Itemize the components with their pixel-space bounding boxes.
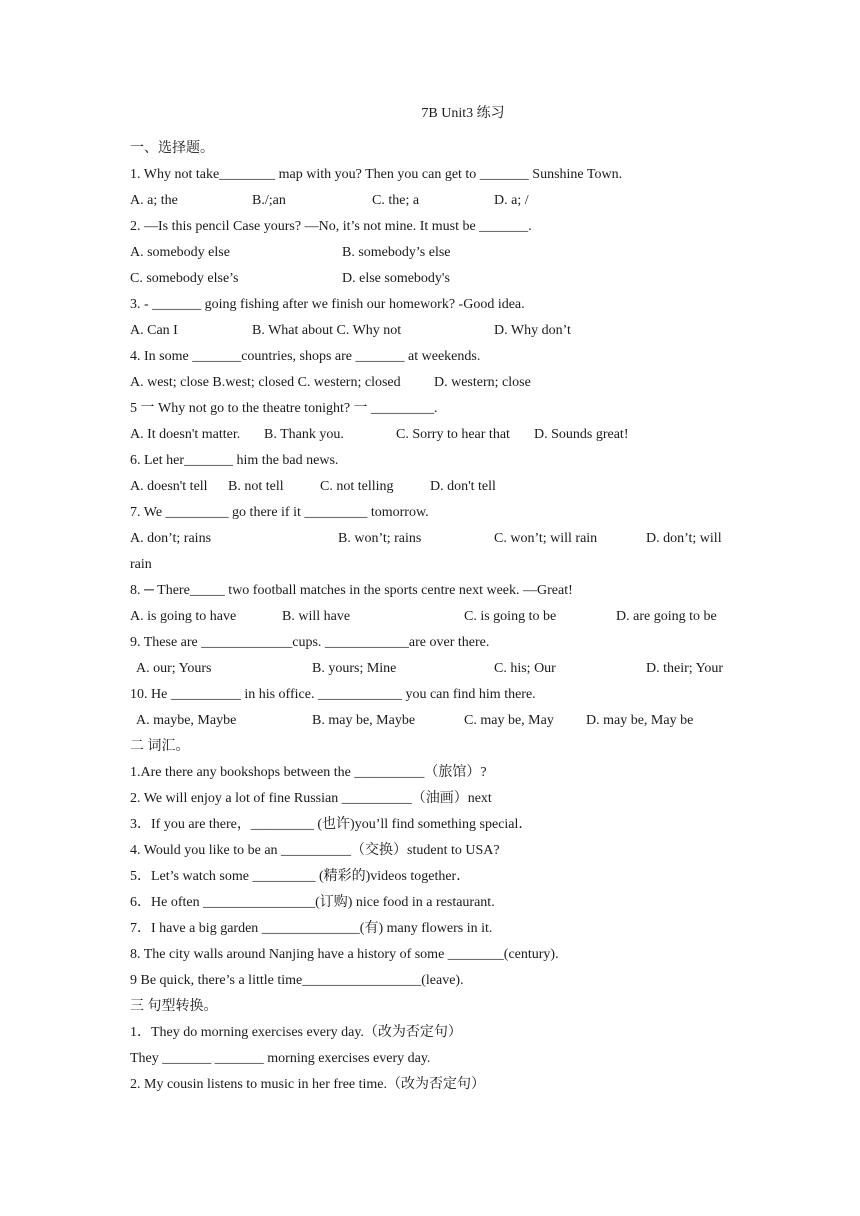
option-a-b-c: A. west; close B.west; closed C. western; closed	[130, 375, 401, 390]
option-a: A. don’t; rains	[130, 531, 212, 546]
worksheet-body	[130, 138, 740, 1100]
vocab-item: 4. Would you like to be an __________（交换）student to USA?	[130, 843, 500, 858]
option-b: B. yours; Mine	[312, 661, 397, 676]
option-d: D. don’t; will	[646, 531, 722, 546]
question-4-options	[130, 372, 740, 398]
question-7-option-d-continued: rain	[130, 557, 152, 572]
vocab-item: 3．If you are there，_________ (也许)you’ll find something special．	[130, 817, 533, 832]
option-d: D. western; close	[434, 375, 531, 390]
option-a: A. It doesn't matter.	[130, 427, 241, 442]
option-a: A. our; Yours	[136, 661, 212, 676]
question-5-options	[130, 424, 740, 450]
option-c: C. not telling	[320, 479, 394, 494]
transform-item: They _______ _______ morning exercises every day.	[130, 1051, 431, 1066]
option-a: A. maybe, Maybe	[136, 713, 237, 728]
question-3: 3. - _______ going fishing after we finish our homework? -Good idea.	[130, 297, 525, 312]
question-6-options	[130, 476, 740, 502]
question-10-options	[130, 710, 740, 736]
question-2-options-row-2	[130, 268, 740, 294]
vocab-item: 7．I have a big garden ______________(有) many flowers in it.	[130, 921, 493, 936]
option-b: B. may be, Maybe	[312, 713, 416, 728]
question-2-options-row-1	[130, 242, 740, 268]
option-c: C. won’t; will rain	[494, 531, 598, 546]
option-d: D. don't tell	[430, 479, 496, 494]
option-a: A. somebody else	[130, 245, 230, 260]
vocab-item: 1.Are there any bookshops between the __________（旅馆）?	[130, 765, 487, 780]
option-a: A. Can I	[130, 323, 178, 338]
vocab-item: 8. The city walls around Nanjing have a history of some ________(century).	[130, 947, 559, 962]
section-heading-vocabulary: 二 词汇。	[130, 739, 190, 754]
transform-item: 1．They do morning exercises every day.（改为否定句）	[130, 1025, 462, 1040]
question-9-options	[130, 658, 740, 684]
question-10: 10. He __________ in his office. ____________ you can find him there.	[130, 687, 536, 702]
question-1: 1. Why not take________ map with you? Then you can get to _______ Sunshine Town.	[130, 167, 623, 182]
option-b-c: B. What about C. Why not	[252, 323, 402, 338]
option-d: D. else somebody's	[342, 271, 450, 286]
question-7-options	[130, 528, 740, 554]
option-b: B. won’t; rains	[338, 531, 422, 546]
section-heading-choice: 一、选择题。	[130, 141, 214, 156]
option-b: B. Thank you.	[264, 427, 344, 442]
vocab-item: 5．Let’s watch some _________ (精彩的)videos together．	[130, 869, 471, 884]
question-4: 4. In some _______countries, shops are _______ at weekends.	[130, 349, 481, 364]
transform-item: 2. My cousin listens to music in her free time.（改为否定句）	[130, 1077, 486, 1092]
option-a: A. is going to have	[130, 609, 237, 624]
question-8-options	[130, 606, 740, 632]
option-c: C. may be, May	[464, 713, 554, 728]
option-d: D. their; Your	[646, 661, 724, 676]
option-b: B./;an	[252, 193, 286, 208]
question-2: 2. —Is this pencil Case yours? —No, it’s not mine. It must be _______.	[130, 219, 532, 234]
option-c: C. Sorry to hear that	[396, 427, 510, 442]
question-5: 5 一 Why not go to the theatre tonight? 一 _________.	[130, 401, 438, 416]
option-b: B. somebody’s else	[342, 245, 451, 260]
vocab-item: 9 Be quick, there’s a little time_________________(leave).	[130, 973, 464, 988]
option-c: C. the; a	[372, 193, 420, 208]
option-a: A. doesn't tell	[130, 479, 208, 494]
section-heading-sentence-transform: 三 句型转换。	[130, 999, 218, 1014]
option-b: B. will have	[282, 609, 351, 624]
vocab-item: 2. We will enjoy a lot of fine Russian __________（油画）next	[130, 791, 492, 806]
option-c: C. his; Our	[494, 661, 556, 676]
vocab-item: 6．He often ________________(订购) nice food in a restaurant.	[130, 895, 495, 910]
option-d: D. Why don’t	[494, 323, 571, 338]
question-1-options	[130, 190, 740, 216]
question-8: 8. ─ There_____ two football matches in the sports centre next week. —Great!	[130, 583, 573, 598]
option-d: D. a; /	[494, 193, 529, 208]
worksheet-title: 7B Unit3 练习	[421, 106, 505, 121]
option-c: C. somebody else’s	[130, 271, 239, 286]
question-9: 9. These are _____________cups. ____________are over there.	[130, 635, 490, 650]
option-d: D. Sounds great!	[534, 427, 629, 442]
option-d: D. are going to be	[616, 609, 717, 624]
option-d: D. may be, May be	[586, 713, 694, 728]
question-7: 7. We _________ go there if it _________ tomorrow.	[130, 505, 429, 520]
question-3-options	[130, 320, 740, 346]
option-b: B. not tell	[228, 479, 284, 494]
option-c: C. is going to be	[464, 609, 557, 624]
question-6: 6. Let her_______ him the bad news.	[130, 453, 339, 468]
option-a: A. a; the	[130, 193, 178, 208]
